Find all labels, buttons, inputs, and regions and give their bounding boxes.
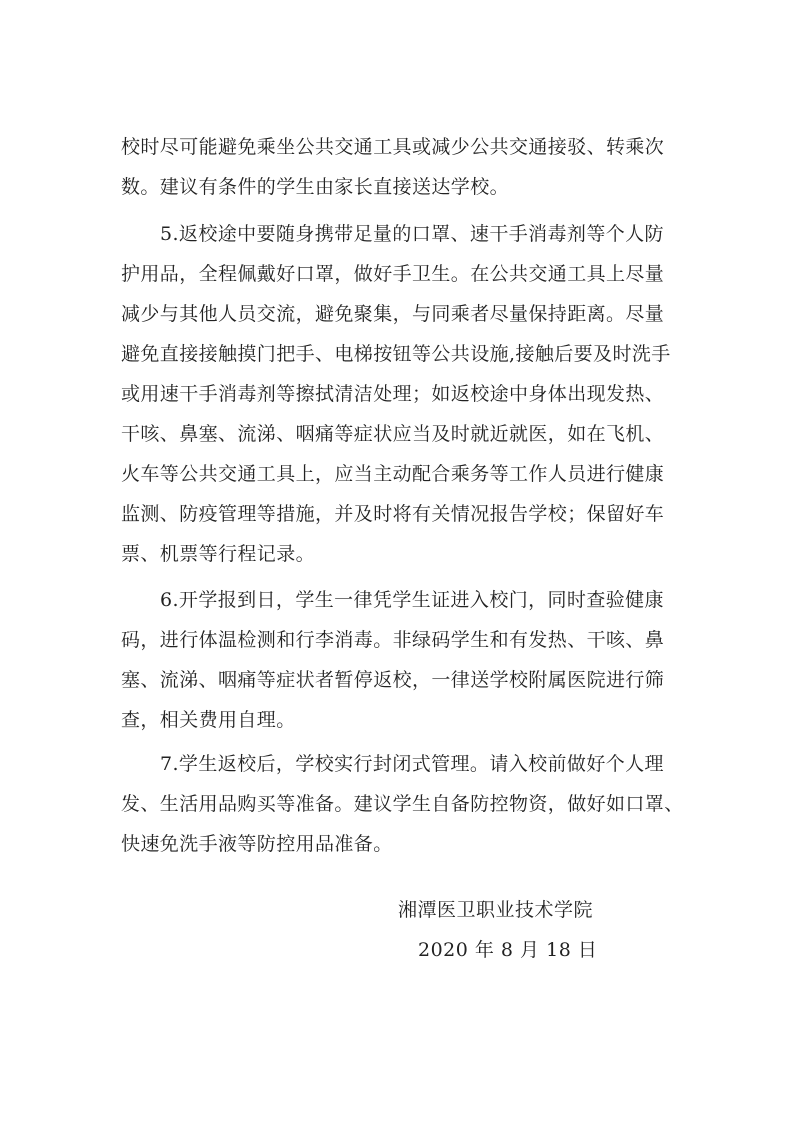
paragraph-7-line: 7.学生返校后，学校实行封闭式管理。请入校前做好个人理 (160, 753, 664, 775)
paragraph-5-line: 减少与其他人员交流，避免聚集，与同乘者尽量保持距离。尽量 (121, 303, 665, 325)
paragraph-7-line: 快速免洗手液等防控用品准备。 (121, 833, 393, 855)
paragraph-5-line: 票、机票等行程记录。 (121, 543, 316, 565)
paragraph-5-line: 火车等公共交通工具上，应当主动配合乘务等工作人员进行健康 (121, 463, 665, 485)
paragraph-line: 数。建议有条件的学生由家长直接送达学校。 (121, 176, 510, 198)
paragraph-6-line: 6.开学报到日，学生一律凭学生证进入校门，同时查验健康 (160, 589, 664, 611)
paragraph-6-line: 塞、流涕、咽痛等症状者暂停返校，一律送学校附属医院进行筛 (121, 669, 665, 691)
paragraph-5-line: 护用品，全程佩戴好口罩，做好手卫生。在公共交通工具上尽量 (121, 263, 665, 285)
paragraph-5-line: 避免直接接触摸门把手、电梯按钮等公共设施,接触后要及时洗手 (121, 343, 671, 365)
paragraph-5-line: 干咳、鼻塞、流涕、咽痛等症状应当及时就近就医，如在飞机、 (121, 423, 665, 445)
paragraph-6-line: 查，相关费用自理。 (121, 709, 296, 731)
paragraph-7-line: 发、生活用品购买等准备。建议学生自备防控物资，做好如口罩、 (121, 793, 684, 815)
signature-organization: 湘潭医卫职业技术学院 (398, 899, 594, 921)
signature-date: 2020 年 8 月 18 日 (418, 939, 598, 961)
paragraph-line: 校时尽可能避免乘坐公共交通工具或减少公共交通接驳、转乘次 (121, 136, 665, 158)
paragraph-5-line: 监测、防疫管理等措施，并及时将有关情况报告学校；保留好车 (121, 503, 665, 525)
paragraph-5-line: 或用速干手消毒剂等擦拭清洁处理；如返校途中身体出现发热、 (121, 383, 665, 405)
paragraph-6-line: 码，进行体温检测和行李消毒。非绿码学生和有发热、干咳、鼻 (121, 629, 665, 651)
paragraph-5-line: 5.返校途中要随身携带足量的口罩、速干手消毒剂等个人防 (160, 223, 664, 245)
